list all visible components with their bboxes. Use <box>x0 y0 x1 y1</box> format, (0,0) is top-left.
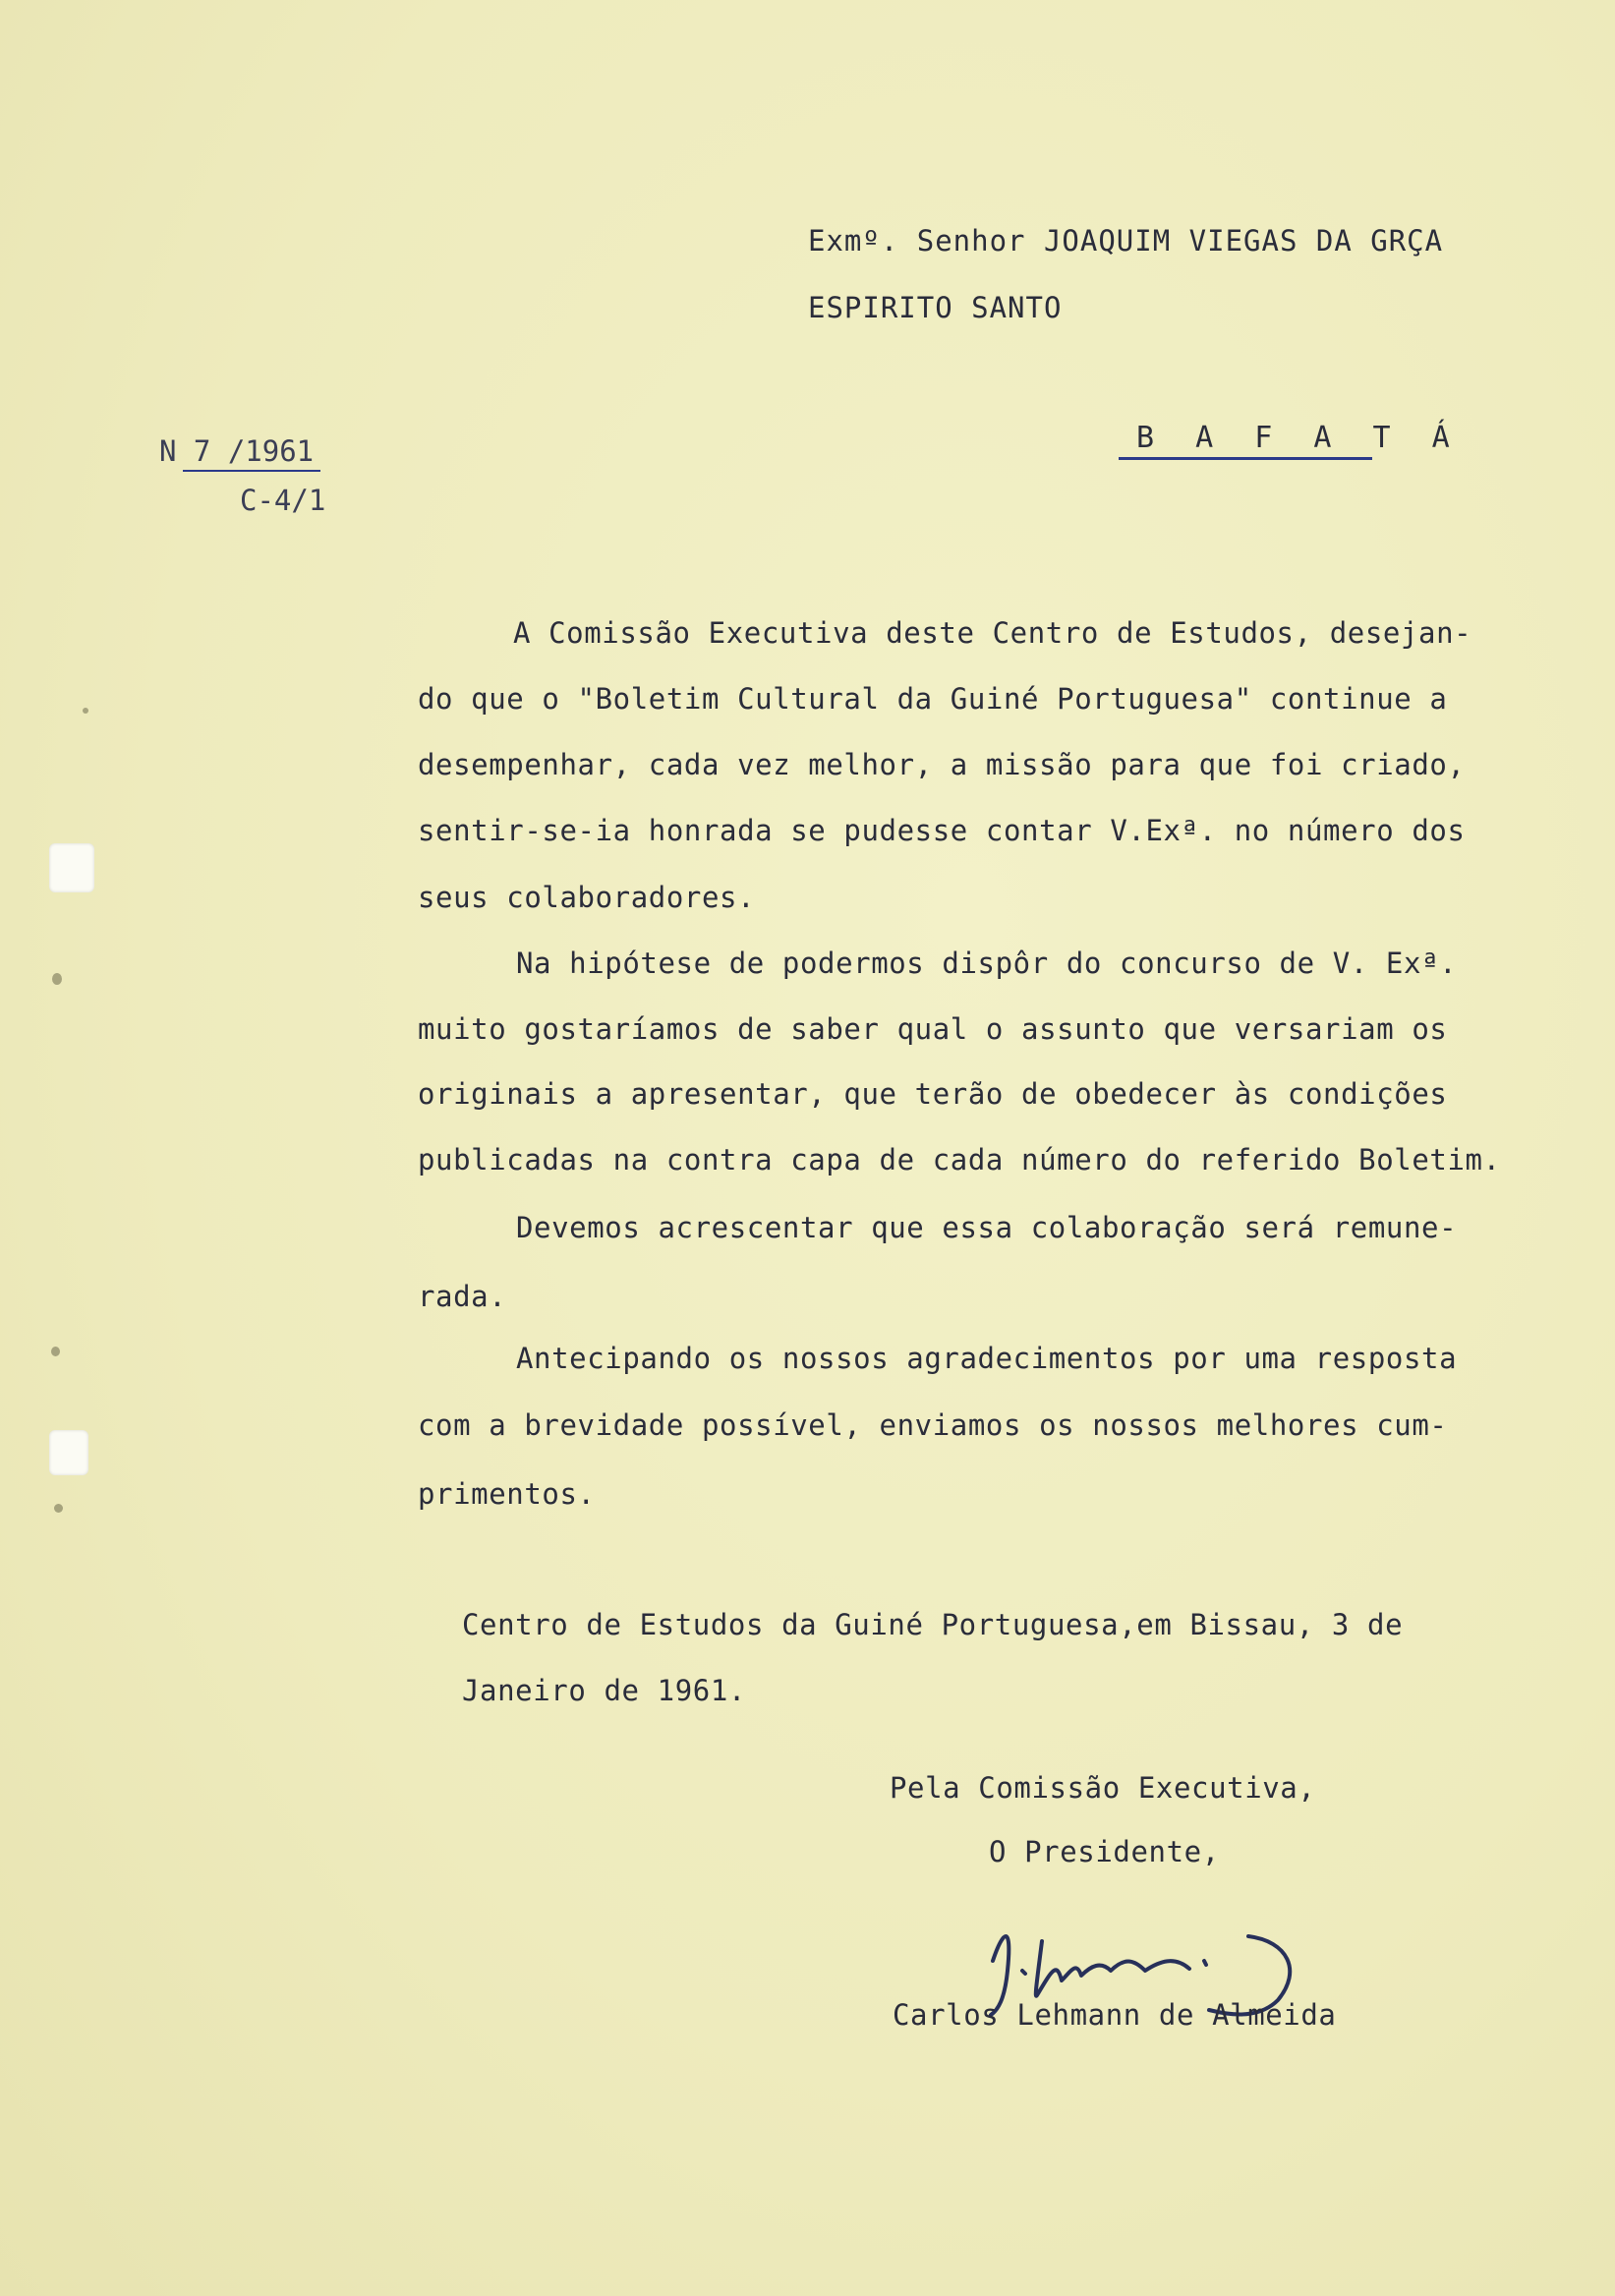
place-date-line2: Janeiro de 1961. <box>462 1674 746 1707</box>
body-line: muito gostaríamos de saber qual o assunto que versariam os <box>418 1012 1448 1046</box>
body-line: publicadas na contra capa de cada número do referido Boletim. <box>418 1143 1501 1177</box>
recipient-line2: ESPIRITO SANTO <box>808 291 1063 324</box>
body-line: originais a apresentar, que terão de obedecer às condições <box>418 1077 1448 1111</box>
stain-spot <box>51 1347 60 1356</box>
body-line: Na hipótese de podermos dispôr do concurso de V. Exª. <box>516 947 1458 980</box>
body-line: sentir-se-ia honrada se pudesse contar V.Exª. no número dos <box>418 814 1466 847</box>
place-date-line1: Centro de Estudos da Guiné Portuguesa,em Bissau, 3 de <box>462 1608 1404 1641</box>
punch-hole-bottom <box>49 1430 88 1475</box>
body-line: rada. <box>418 1280 507 1313</box>
reference-code: C-4/1 <box>240 484 326 517</box>
stain-spot <box>54 1504 63 1513</box>
closing-line1: Pela Comissão Executiva, <box>890 1771 1316 1805</box>
body-line: do que o "Boletim Cultural da Guiné Portuguesa" continue a <box>418 682 1448 716</box>
body-line: seus colaboradores. <box>418 881 756 914</box>
body-line: desempenhar, cada vez melhor, a missão para que foi criado, <box>418 748 1466 781</box>
body-line: primentos. <box>418 1477 596 1511</box>
closing-line2: O Presidente, <box>989 1835 1220 1868</box>
signatory-name: Carlos Lehmann de Almeida <box>893 1998 1337 2032</box>
body-line: A Comissão Executiva deste Centro de Estudos, desejan- <box>513 616 1472 650</box>
body-line: Devemos acrescentar que essa colaboração será remune- <box>516 1211 1458 1244</box>
reference-number: N 7 /1961 <box>159 434 315 468</box>
reference-underline <box>183 470 320 472</box>
recipient-place: B A F A T Á <box>1136 421 1462 455</box>
stain-spot <box>52 973 62 985</box>
punch-hole-top <box>49 843 94 892</box>
recipient-line1: Exmº. Senhor JOAQUIM VIEGAS DA GRÇA <box>808 224 1444 258</box>
body-line: Antecipando os nossos agradecimentos por uma resposta <box>516 1342 1458 1375</box>
body-line: com a brevidade possível, enviamos os nossos melhores cum- <box>418 1408 1448 1442</box>
stain-spot <box>83 708 88 714</box>
place-underline <box>1119 457 1372 460</box>
